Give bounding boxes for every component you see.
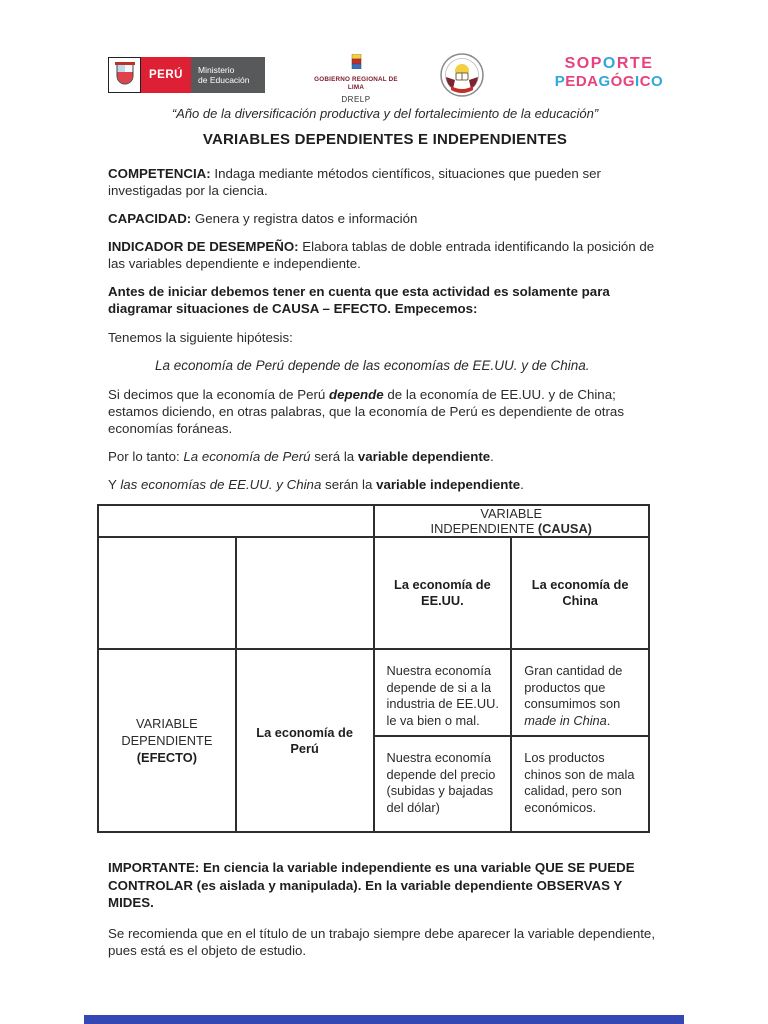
ylas-run2: serán la bbox=[321, 477, 377, 492]
competencia-label: COMPETENCIA: bbox=[108, 166, 211, 181]
table-empty-cell-2 bbox=[236, 537, 374, 649]
table-cell-china-1 bbox=[511, 649, 649, 736]
table-empty-corner bbox=[98, 505, 374, 537]
independent-variable-header bbox=[374, 505, 650, 537]
table-cell-eeuu-2: Nuestra economía depende del precio (subidas y bajadas del dólar) bbox=[374, 736, 512, 832]
peru-label-line1: La economía de bbox=[256, 724, 353, 740]
peru-label-line2: Perú bbox=[290, 740, 319, 756]
dep-label-line2: DEPENDIENTE bbox=[121, 733, 213, 748]
eeuu-hdr-line1: La economía de bbox=[394, 577, 491, 592]
ministry-line2: de Educación bbox=[198, 75, 250, 85]
indicador-text: Elabora tablas de doble entrada identificando la posición de las variables dependiente e independiente. bbox=[108, 239, 655, 271]
hdr-line2-bold: (CAUSA) bbox=[537, 521, 592, 536]
china1-pre: Gran cantidad de productos que consumimos son bbox=[524, 663, 623, 711]
ylas-bold: variable independiente bbox=[376, 477, 521, 492]
importante-paragraph: IMPORTANTE: En ciencia la variable independiente es una variable QUE SE PUEDE CONTROLAR (es aislada y manipulada). En la variable dependiente OBSERVAS Y MIDES. bbox=[108, 860, 635, 910]
page-bottom-bar bbox=[84, 1015, 684, 1024]
competencia-text: Indaga mediante métodos científicos, situaciones que pueden ser investigadas por la ciencia. bbox=[108, 166, 601, 198]
peru-label: PERÚ bbox=[149, 69, 183, 81]
table-empty-cell-1 bbox=[98, 537, 236, 649]
ylas-run1: Y bbox=[108, 477, 121, 492]
dep-label-line1: VARIABLE bbox=[136, 716, 198, 731]
capacidad-label: CAPACIDAD: bbox=[108, 211, 192, 226]
soporte-word: SOPORTE bbox=[564, 55, 654, 72]
si-decimos-run2: de la economía de EE.UU. y de China; estamos diciendo, en otras palabras, que la economía de Perú es dependiente de otras economías foráneas. bbox=[108, 387, 624, 436]
plt-bold: variable dependiente bbox=[357, 449, 491, 464]
china-hdr-line2: China bbox=[562, 593, 598, 608]
china-hdr-line1: La economía de bbox=[531, 577, 629, 592]
peru-economy-label bbox=[236, 649, 374, 832]
tenemos-paragraph: Tenemos la siguiente hipótesis: bbox=[108, 330, 293, 345]
ylas-italic: las economías de EE.UU. y China bbox=[120, 477, 322, 492]
china1-end: . bbox=[606, 712, 611, 728]
hdr-line2-normal: INDEPENDIENTE bbox=[430, 521, 538, 536]
dep-label-efecto: (EFECTO) bbox=[136, 750, 197, 765]
indicador-label: INDICADOR DE DESEMPEÑO: bbox=[108, 239, 299, 254]
si-decimos-paragraph bbox=[108, 386, 662, 437]
eeuu-column-header bbox=[374, 537, 512, 649]
depende-bold-italic: depende bbox=[329, 387, 384, 402]
variables-table bbox=[97, 504, 650, 833]
antes-paragraph: Antes de iniciar debemos tener en cuenta que esta actividad es solamente para diagramar situaciones de CAUSA – EFECTO. Empecemos: bbox=[108, 284, 610, 316]
plt-end: . bbox=[490, 449, 494, 464]
dependent-variable-label bbox=[98, 649, 236, 832]
table-cell-china-2: Los productos chinos son de mala calidad, pero son económicos. bbox=[511, 736, 649, 832]
capacidad-text: Genera y registra datos e información bbox=[191, 211, 418, 226]
recomienda-paragraph: Se recomienda que en el título de un trabajo siempre debe aparecer la variable dependiente, pues está es el objeto de estudio. bbox=[108, 925, 656, 958]
competencia-paragraph bbox=[108, 165, 662, 199]
regional-gov-title: GOBIERNO REGIONAL DE LIMA bbox=[314, 76, 398, 91]
year-motto: “Año de la diversificación productiva y del fortalecimiento de la educación” bbox=[171, 106, 599, 121]
china-column-header bbox=[511, 537, 649, 649]
hdr-line1: VARIABLE bbox=[480, 506, 543, 521]
table-cell-eeuu-1: Nuestra economía depende de si a la industria de EE.UU. le va bien o mal. bbox=[374, 649, 512, 736]
china1-italic: made in China bbox=[524, 712, 607, 728]
pedagogico-word: PEDAGÓGICO bbox=[554, 73, 664, 90]
plt-italic: La economía de Perú bbox=[183, 449, 311, 464]
page-title: VARIABLES DEPENDIENTES E INDEPENDIENTES bbox=[202, 131, 568, 148]
hdr-line2 bbox=[375, 521, 649, 536]
plt-run1: Por lo tanto: bbox=[108, 449, 184, 464]
ylas-end: . bbox=[520, 477, 524, 492]
ministry-line1: Ministerio bbox=[198, 64, 235, 75]
hypothesis-line: La economía de Perú depende de las economías de EE.UU. y de China. bbox=[155, 358, 590, 373]
capacidad-paragraph bbox=[108, 210, 662, 227]
y-las-paragraph bbox=[108, 476, 662, 493]
eeuu-hdr-line2: EE.UU. bbox=[421, 593, 464, 608]
drelp-label: DRELP bbox=[341, 95, 371, 104]
por-lo-tanto-paragraph bbox=[108, 448, 662, 465]
plt-run2: será la bbox=[310, 449, 358, 464]
indicador-paragraph bbox=[108, 238, 662, 272]
si-decimos-run1: Si decimos que la economía de Perú bbox=[108, 387, 330, 402]
